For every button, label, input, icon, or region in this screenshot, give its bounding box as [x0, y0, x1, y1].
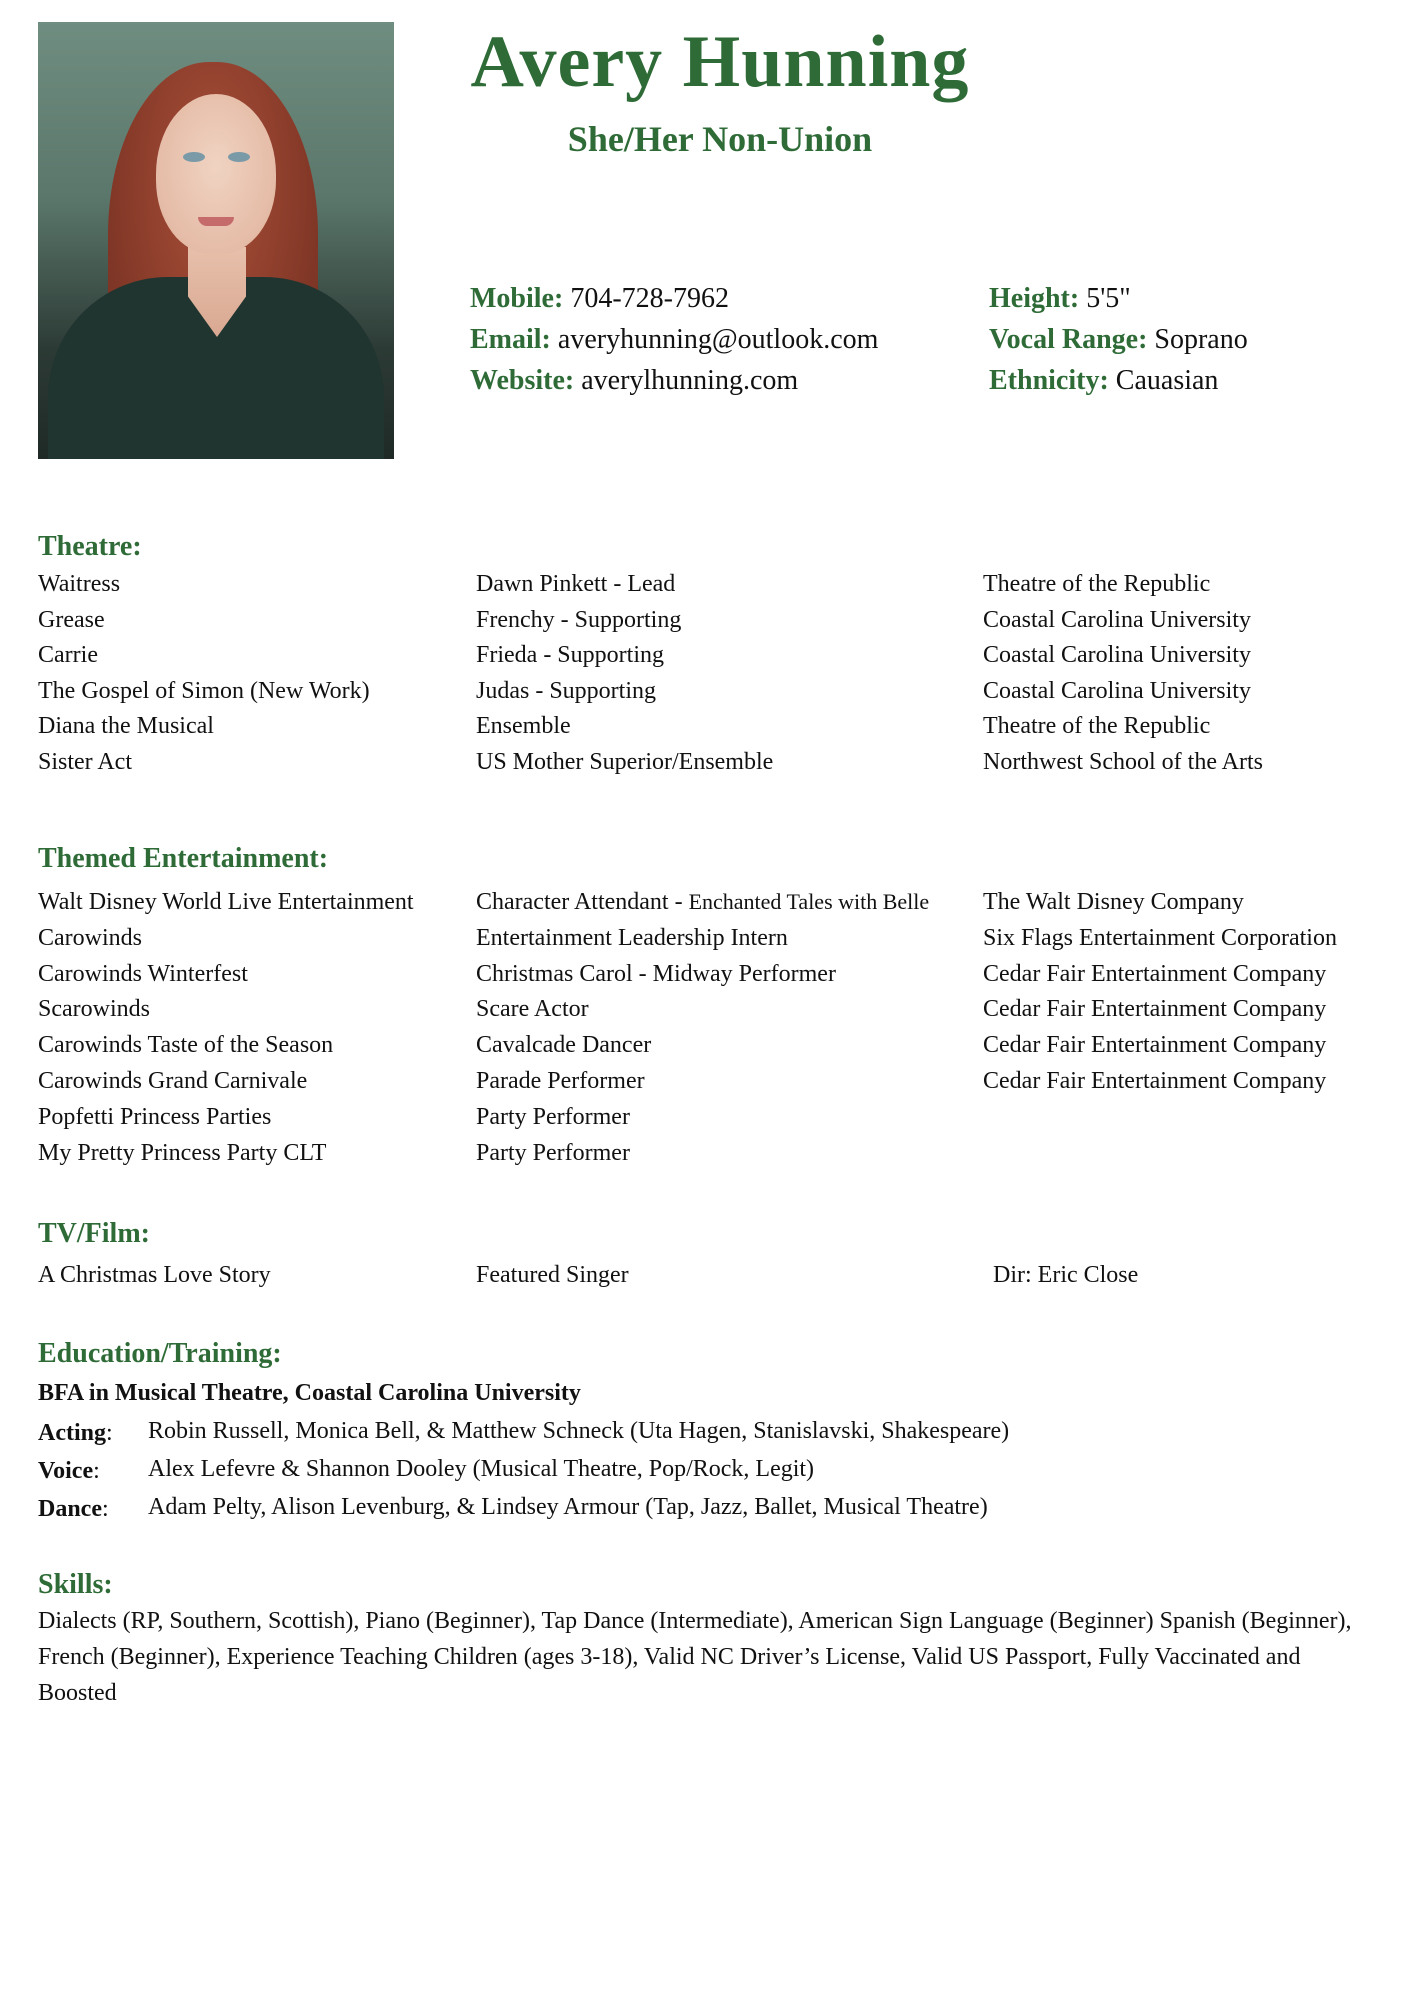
email-line: Email: averyhunning@outlook.com — [470, 324, 879, 355]
training-label-acting: Acting: — [38, 1420, 113, 1446]
education-heading: Education/Training: — [38, 1338, 282, 1369]
training-detail-dance: Adam Pelty, Alison Levenburg, & Lindsey Armour (Tap, Jazz, Ballet, Musical Theatre) — [148, 1494, 988, 1520]
theatre-row-5-cell: Northwest School of the Arts — [983, 749, 1263, 775]
contact-right — [989, 278, 1248, 401]
theatre-row-4-cell: Ensemble — [476, 713, 571, 739]
themed-row-6-cell: Party Performer — [476, 1104, 630, 1130]
themed-row-2-cell: Cedar Fair Entertainment Company — [983, 961, 1327, 987]
themed-row-5-cell: Carowinds Grand Carnivale — [38, 1068, 308, 1094]
themed-row-5-cell: Parade Performer — [476, 1068, 645, 1094]
theatre-row-1-cell: Grease — [38, 607, 105, 633]
themed-row-4-cell: Cavalcade Dancer — [476, 1032, 652, 1058]
ethnicity-value: Cauasian — [1115, 365, 1219, 396]
mobile-line: Mobile: 704-728-7962 — [470, 283, 729, 314]
contact-left — [470, 278, 878, 401]
website-value: averylhunning.com — [581, 365, 799, 396]
resume-name: Avery Hunning — [470, 21, 970, 103]
tvfilm-row-0-cell: Dir: Eric Close — [993, 1262, 1139, 1288]
skills-text: Dialects (RP, Southern, Scottish), Piano (Beginner), Tap Dance (Intermediate), American Sign Language (Beginner) Spanish (Beginner), French (Beginner), Experience Teaching Children (ages 3-18), Valid NC Driver’s License, Valid US Passport, Fully Vaccinated and Boosted — [38, 1608, 1352, 1706]
themed-first-role: Character Attendant - Enchanted Tales with Belle — [476, 889, 930, 915]
themed-row-0-cell: Walt Disney World Live Entertainment — [38, 889, 414, 915]
theatre-heading: Theatre: — [38, 531, 142, 562]
skills-heading: Skills: — [38, 1569, 113, 1600]
themed-row-4-cell: Carowinds Taste of the Season — [38, 1032, 334, 1058]
theatre-row-4-cell: Diana the Musical — [38, 713, 214, 739]
theatre-row-3-cell: Judas - Supporting — [476, 678, 656, 704]
theatre-row-4-cell: Theatre of the Republic — [983, 713, 1211, 739]
theatre-row-3-cell: Coastal Carolina University — [983, 678, 1251, 704]
themed-row-1-cell: Carowinds — [38, 925, 142, 951]
training-detail-acting: Robin Russell, Monica Bell, & Matthew Schneck (Uta Hagen, Stanislavski, Shakespeare) — [148, 1418, 1010, 1444]
themed-row-1-cell: Six Flags Entertainment Corporation — [983, 925, 1337, 951]
themed-row-1-cell: Entertainment Leadership Intern — [476, 925, 788, 951]
training-detail-voice: Alex Lefevre & Shannon Dooley (Musical Theatre, Pop/Rock, Legit) — [148, 1456, 815, 1482]
vocal-range-line: Vocal Range: Soprano — [989, 324, 1248, 355]
height-value: 5'5" — [1086, 283, 1131, 314]
themed-row-7-cell: Party Performer — [476, 1140, 630, 1166]
mobile-value: 704-728-7962 — [570, 283, 729, 314]
tvfilm-row-0-cell: A Christmas Love Story — [38, 1262, 271, 1288]
headshot-photo — [38, 22, 394, 459]
vocal-range-value: Soprano — [1154, 324, 1248, 355]
themed-entertainment-heading: Themed Entertainment: — [38, 843, 329, 874]
themed-row-4-cell: Cedar Fair Entertainment Company — [983, 1032, 1327, 1058]
training-label-voice: Voice: — [38, 1458, 100, 1484]
theatre-row-2-cell: Coastal Carolina University — [983, 642, 1251, 668]
themed-row-7-cell: My Pretty Princess Party CLT — [38, 1140, 327, 1166]
theatre-row-0-cell: Waitress — [38, 571, 121, 597]
theatre-row-0-cell: Dawn Pinkett - Lead — [476, 571, 676, 597]
email-value: averyhunning@outlook.com — [557, 324, 879, 355]
degree: BFA in Musical Theatre, Coastal Carolina University — [38, 1380, 581, 1406]
themed-row-2-cell: Carowinds Winterfest — [38, 961, 248, 987]
pronouns-union-status: She/Her Non-Union — [567, 119, 873, 159]
tvfilm-row-0-cell: Featured Singer — [476, 1262, 629, 1288]
theatre-row-0-cell: Theatre of the Republic — [983, 571, 1211, 597]
theatre-row-1-cell: Frenchy - Supporting — [476, 607, 682, 633]
tvfilm-heading: TV/Film: — [38, 1218, 150, 1249]
ethnicity-line: Ethnicity: Cauasian — [989, 365, 1219, 396]
theatre-row-1-cell: Coastal Carolina University — [983, 607, 1251, 633]
training-label-dance: Dance: — [38, 1496, 109, 1522]
theatre-row-5-cell: US Mother Superior/Ensemble — [476, 749, 774, 775]
themed-row-6-cell: Popfetti Princess Parties — [38, 1104, 272, 1130]
themed-row-0-cell: The Walt Disney Company — [983, 889, 1244, 915]
website-line: Website: averylhunning.com — [470, 365, 799, 396]
themed-row-3-cell: Cedar Fair Entertainment Company — [983, 996, 1327, 1022]
themed-row-3-cell: Scarowinds — [38, 996, 150, 1022]
themed-row-5-cell: Cedar Fair Entertainment Company — [983, 1068, 1327, 1094]
theatre-row-2-cell: Carrie — [38, 642, 98, 668]
theatre-row-2-cell: Frieda - Supporting — [476, 642, 664, 668]
theatre-row-3-cell: The Gospel of Simon (New Work) — [38, 678, 370, 704]
themed-row-3-cell: Scare Actor — [476, 996, 589, 1022]
theatre-row-5-cell: Sister Act — [38, 749, 132, 775]
themed-row-2-cell: Christmas Carol - Midway Performer — [476, 961, 836, 987]
height-line: Height: 5'5" — [989, 283, 1131, 314]
